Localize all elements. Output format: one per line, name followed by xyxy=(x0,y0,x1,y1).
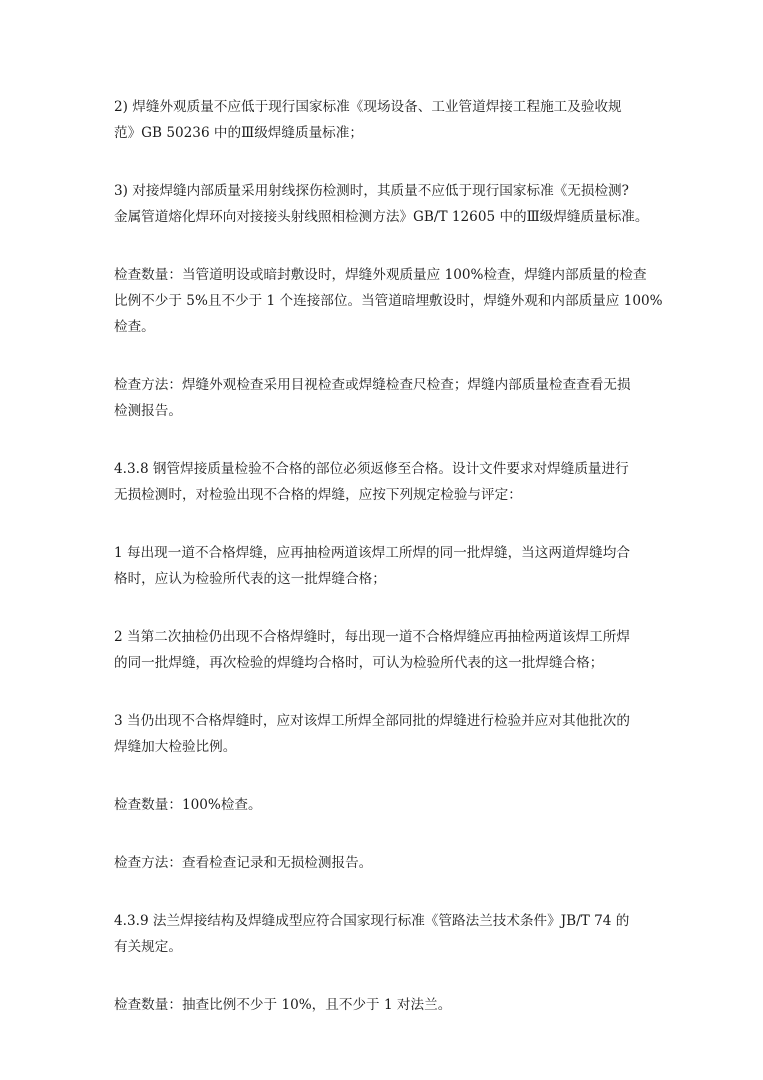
paragraph-inspection-method-2 xyxy=(114,850,654,876)
text-line: 检查。 xyxy=(114,319,155,335)
text-line: 检查数量：当管道明设或暗封敷设时，焊缝外观质量应 100%检查，焊缝内部质量的检查 xyxy=(114,267,647,283)
text-line: 格时，应认为检验所代表的这一批焊缝合格； xyxy=(114,571,386,587)
text-line: 2) 焊缝外观质量不应低于现行国家标准《现场设备、工业管道焊接工程施工及验收规 xyxy=(114,99,622,115)
text-line: 4.3.9 法兰焊接结构及焊缝成型应符合国家现行标准《管路法兰技术条件》JB/T 74 的 xyxy=(114,913,630,929)
text-line: 检查数量：100%检查。 xyxy=(114,797,262,813)
paragraph-clause-4-3-9 xyxy=(114,908,654,960)
text-line: 检查数量：抽查比例不少于 10%，且不少于 1 对法兰。 xyxy=(114,997,452,1013)
paragraph-inspection-quantity-2 xyxy=(114,792,654,818)
text-line: 4.3.8 钢管焊接质量检验不合格的部位必须返修至合格。设计文件要求对焊缝质量进行 xyxy=(114,461,629,477)
text-line: 比例不少于 5%且不少于 1 个连接部位。当管道暗埋敷设时，焊缝外观和内部质量应 100% xyxy=(114,293,663,309)
text-line: 检查方法：焊缝外观检查采用目视检查或焊缝检查尺检查；焊缝内部质量检查查看无损 xyxy=(114,377,631,393)
text-line: 2 当第二次抽检仍出现不合格焊缝时，每出现一道不合格焊缝应再抽检两道该焊工所焊 xyxy=(114,629,630,645)
text-line: 的同一批焊缝，再次检验的焊缝均合格时，可认为检验所代表的这一批焊缝合格； xyxy=(114,655,604,671)
text-line: 3 当仍出现不合格焊缝时，应对该焊工所焊全部同批的焊缝进行检验并应对其他批次的 xyxy=(114,713,630,729)
paragraph-clause-4-3-8 xyxy=(114,456,654,508)
paragraph-rule-1 xyxy=(114,540,654,592)
text-line: 范》GB 50236 中的Ⅲ级焊缝质量标准； xyxy=(114,125,363,141)
paragraph-weld-internal xyxy=(114,178,654,230)
paragraph-inspection-quantity xyxy=(114,262,663,340)
paragraph-inspection-method xyxy=(114,372,654,424)
document-page xyxy=(114,94,663,1050)
paragraph-rule-3 xyxy=(114,708,654,760)
text-line: 检查方法：查看检查记录和无损检测报告。 xyxy=(114,855,373,871)
paragraph-weld-appearance xyxy=(114,94,654,146)
text-line: 无损检测时，对检验出现不合格的焊缝，应按下列规定检验与评定： xyxy=(114,487,522,503)
paragraph-rule-2 xyxy=(114,624,654,676)
text-line: 金属管道熔化焊环向对接接头射线照相检测方法》GB/T 12605 中的Ⅲ级焊缝质量标准。 xyxy=(114,209,649,225)
text-line: 焊缝加大检验比例。 xyxy=(114,739,237,755)
paragraph-inspection-quantity-3 xyxy=(114,992,654,1018)
text-line: 有关规定。 xyxy=(114,939,182,955)
text-line: 检测报告。 xyxy=(114,403,182,419)
text-line: 3) 对接焊缝内部质量采用射线探伤检测时，其质量不应低于现行国家标准《无损检测? xyxy=(114,183,629,199)
text-line: 1 每出现一道不合格焊缝，应再抽检两道该焊工所焊的同一批焊缝，当这两道焊缝均合 xyxy=(114,545,630,561)
